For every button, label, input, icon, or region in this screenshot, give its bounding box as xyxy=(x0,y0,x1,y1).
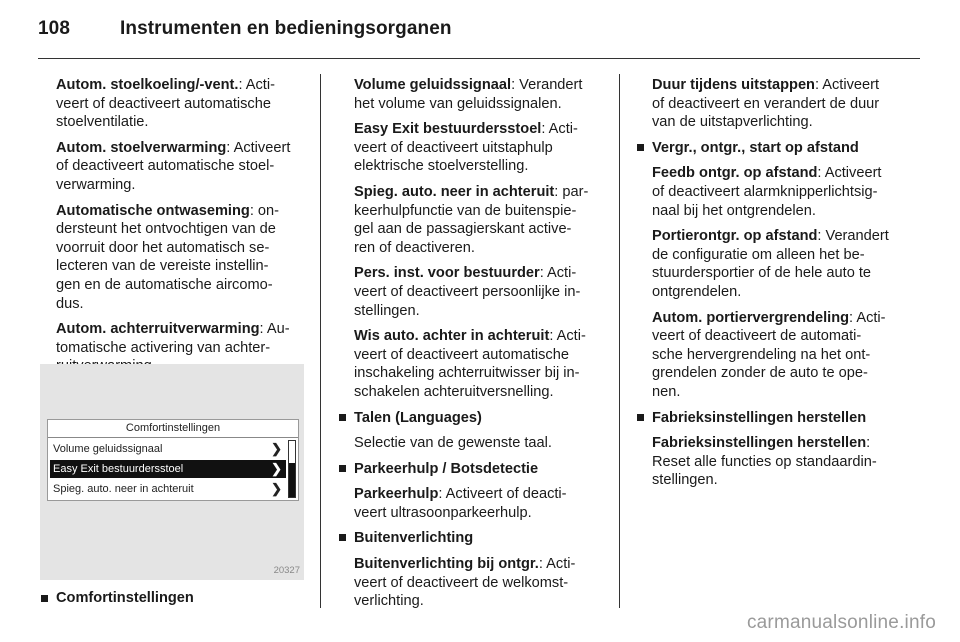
setting-term: Spieg. auto. neer in achteruit xyxy=(354,183,555,200)
setting-description: : Acti- veert of deactiveert automatische inschakeling achterruitwisser bij in- schakelen achteruitversnelling. xyxy=(354,328,586,400)
setting-term: Duur tijdens uitstappen xyxy=(652,77,815,93)
setting-description: : Acti- veert of deactiveert de automati- sche hervergrendeling na het ont- grendelen zonder de auto te ope- nen. xyxy=(652,309,886,400)
bullet-label: Vergr., ontgr., start op afstand xyxy=(652,139,859,156)
setting-description: : Verandert de configuratie om alleen het be- stuurdersportier of de hele auto te ontgrendelen. xyxy=(652,228,889,300)
column-1 xyxy=(56,76,304,383)
setting-term: Buitenverlichting bij ontgr. xyxy=(354,556,539,573)
setting-entry xyxy=(56,139,304,195)
setting-description: : Au- tomatische activering van achter- xyxy=(56,321,290,356)
bullet-label: Buitenverlichting xyxy=(354,530,474,547)
bullet-buitenverlichting xyxy=(354,529,608,548)
setting-entry xyxy=(354,327,608,401)
bullet-label: Talen (Languages) xyxy=(354,409,482,426)
setting-description: Selectie van de gewenste taal. xyxy=(354,435,552,452)
setting-description: : Acti- veert of deactiveert de welkomst- verlichting. xyxy=(354,556,576,610)
setting-term: Volume geluidssignaal xyxy=(354,77,512,93)
chevron-right-icon: ❯ xyxy=(271,441,282,456)
chevron-right-icon: ❯ xyxy=(271,461,282,476)
setting-entry xyxy=(652,76,910,132)
menu-item-label: Volume geluidssignaal xyxy=(53,443,163,455)
column-3 xyxy=(652,76,910,497)
page-title: Instrumenten en bedieningsorganen xyxy=(120,18,452,39)
setting-description: : Acti- veert of deactiveert automatische stoelventilatie. xyxy=(56,77,275,131)
header-rule xyxy=(38,58,920,59)
menu-item-mirror xyxy=(50,480,286,498)
setting-term: Fabrieksinstellingen herstellen xyxy=(652,435,867,452)
setting-description: : Activeert of deactiveert en verandert de duur van de uitstapverlichting. xyxy=(652,77,880,131)
screen-title: Comfortinstellingen xyxy=(125,422,221,434)
setting-entry xyxy=(354,485,608,522)
bullet-parkeerhulp xyxy=(354,460,608,479)
setting-term: Autom. stoelkoeling/-vent. xyxy=(56,77,239,93)
bullet-square-icon xyxy=(339,465,346,472)
setting-description: : par- keerhulpfunctie van de buitenspie- gel aan de passagierskant active- ren of deactiveren. xyxy=(354,183,589,256)
scrollbar xyxy=(288,440,296,498)
setting-entry xyxy=(354,120,608,176)
setting-term: Wis auto. achter in achteruit xyxy=(354,328,550,345)
setting-entry xyxy=(354,183,608,257)
bullet-talen xyxy=(354,409,608,428)
setting-term: Autom. stoelverwarming xyxy=(56,139,227,156)
setting-term: Easy Exit bestuurdersstoel xyxy=(354,121,542,138)
display-screen xyxy=(47,419,299,501)
setting-entry xyxy=(652,434,910,490)
figure-number: 20327 xyxy=(273,565,300,576)
setting-description: : Acti- veert of deactiveert uitstaphulp elektrische stoelverstelling. xyxy=(354,121,578,175)
bullet-square-icon xyxy=(41,595,48,602)
setting-description: : on- dersteunt het ontvochtigen van de voorruit door het automatisch se- lecteren van de vereiste instellin- gen en de automatische aircomo- dus. xyxy=(56,202,280,312)
bullet-label: Parkeerhulp / Botsdetectie xyxy=(354,460,539,477)
screen-divider xyxy=(48,437,298,438)
bullet-label: Comfortinstellingen xyxy=(56,590,194,606)
setting-term: Parkeerhulp xyxy=(354,486,439,503)
setting-description: : Reset alle functies op standaardin- stellingen. xyxy=(652,435,877,489)
setting-term: Portierontgr. op afstand xyxy=(652,228,818,245)
bullet-fabrieksinstellingen xyxy=(652,409,910,428)
setting-description: : Verandert het volume van geluidssignalen. xyxy=(354,77,583,112)
setting-entry xyxy=(354,555,608,611)
page-number: 108 xyxy=(38,18,71,39)
column-divider-1 xyxy=(320,74,321,608)
menu-item-volume xyxy=(50,440,286,458)
setting-entry xyxy=(56,76,304,132)
setting-entry xyxy=(652,227,910,301)
setting-entry xyxy=(354,76,608,113)
setting-term: Autom. portiervergrendeling xyxy=(652,309,850,326)
setting-term: Automatische ontwaseming xyxy=(56,202,250,219)
setting-entry xyxy=(354,264,608,320)
menu-item-easy-exit xyxy=(50,460,286,478)
setting-description: : Activeert of deactiveert alarmknipperlichtsig- naal bij het ontgrendelen. xyxy=(652,165,882,219)
setting-term: Pers. inst. voor bestuurder xyxy=(354,265,540,282)
bullet-vergrendeling xyxy=(652,139,910,158)
column-divider-2 xyxy=(619,74,620,608)
setting-entry xyxy=(652,309,910,402)
column-2 xyxy=(354,76,608,618)
watermark: carmanualsonline.info xyxy=(746,612,936,633)
bullet-comfortinstellingen xyxy=(56,590,194,606)
setting-description: : Activeert of deacti- veert ultrasoonparkeerhulp. xyxy=(354,486,567,521)
bullet-label: Fabrieksinstellingen herstellen xyxy=(652,409,867,426)
scrollbar-thumb xyxy=(289,463,295,497)
bullet-square-icon xyxy=(637,144,644,151)
bullet-square-icon xyxy=(637,414,644,421)
chevron-right-icon: ❯ xyxy=(271,481,282,496)
setting-entry xyxy=(652,164,910,220)
menu-item-label: Easy Exit bestuurdersstoel xyxy=(53,463,184,475)
setting-entry xyxy=(56,202,304,314)
setting-term: Autom. achterruitverwarming xyxy=(56,321,260,338)
display-illustration xyxy=(40,364,304,580)
menu-item-label: Spieg. auto. neer in achteruit xyxy=(53,483,194,495)
setting-description: : Activeert of deactiveert automatische stoel- verwarming. xyxy=(56,139,291,193)
setting-description: : Acti- veert of deactiveert persoonlijke in- stellingen. xyxy=(354,265,581,319)
bullet-square-icon xyxy=(339,414,346,421)
page-header xyxy=(38,18,452,40)
setting-term: Feedb ontgr. op afstand xyxy=(652,165,818,182)
bullet-square-icon xyxy=(339,534,346,541)
